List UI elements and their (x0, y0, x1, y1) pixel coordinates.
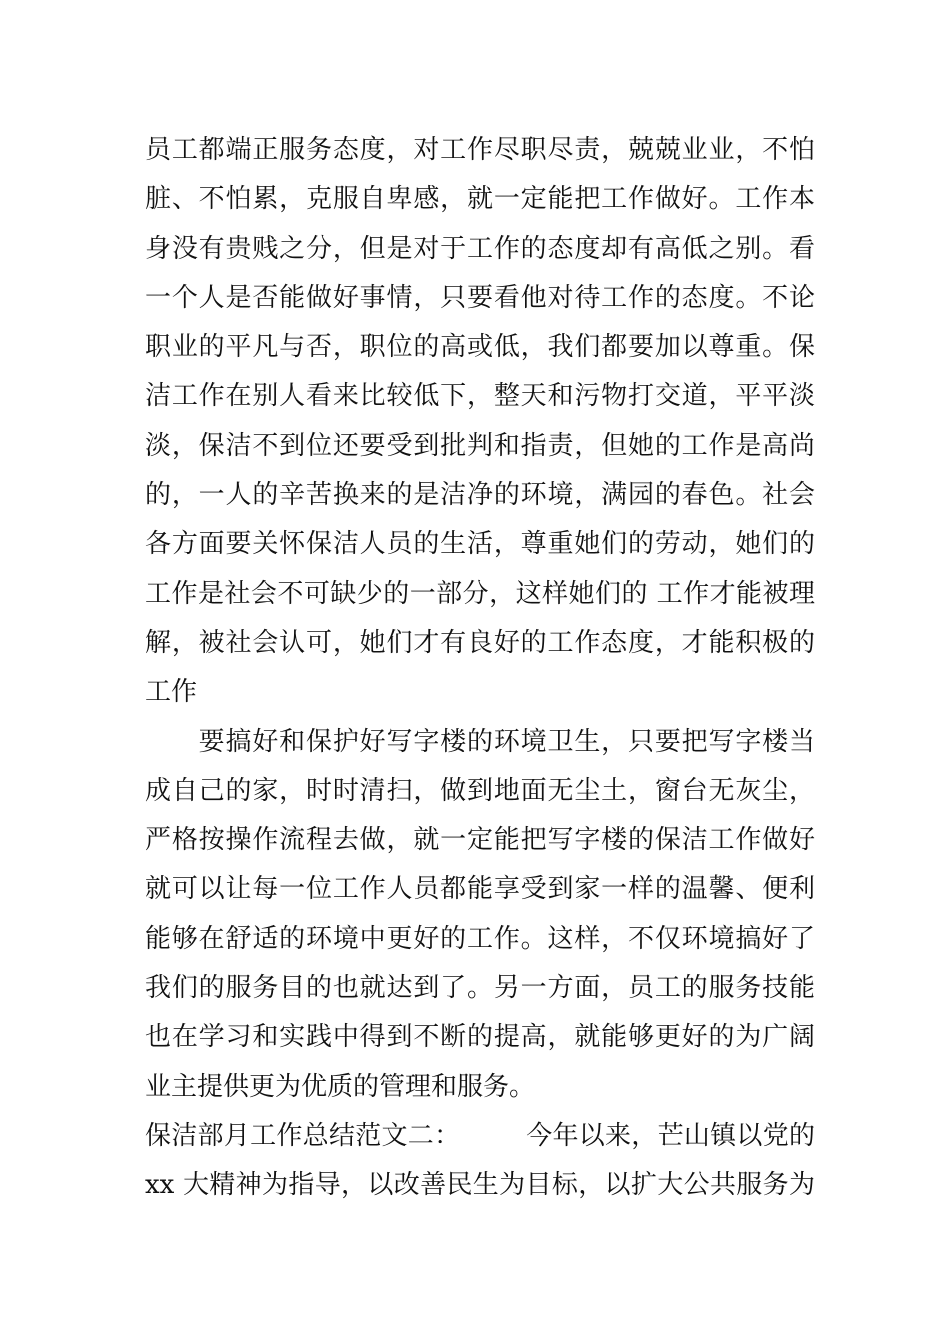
text-line: 工作 (145, 677, 198, 708)
text-line: 一个人是否能做好事情，只要看他对待工作的态度。不论 (145, 282, 815, 313)
text-line: xx 大精神为指导，以改善民生为目标，以扩大公共服务为 (145, 1170, 815, 1201)
text-line: 我们的服务目的也就达到了。另一方面，员工的服务技能 (145, 973, 815, 1004)
text-line: 业主提供更为优质的管理和服务。 (145, 1071, 536, 1102)
text-line: 的，一人的辛苦换来的是洁净的环境，满园的春色。社会 (145, 480, 815, 511)
text-line: 各方面要关怀保洁人员的生活，尊重她们的劳动，她们的 (145, 529, 815, 560)
text-line: 洁工作在别人看来比较低下，整天和污物打交道，平平淡 (145, 381, 815, 412)
text-line: 成自己的家，时时清扫，做到地面无尘土，窗台无灰尘， (145, 775, 815, 806)
text-line: 就可以让每一位工作人员都能享受到家一样的温馨、便利 (145, 874, 815, 905)
text-line: 工作是社会不可缺少的一部分，这样她们的 工作才能被理 (145, 578, 815, 609)
document-body (145, 126, 815, 1211)
text-line: 淡，保洁不到位还要受到批判和指责，但她的工作是高尚 (145, 430, 815, 461)
text-line: 身没有贵贱之分，但是对于工作的态度却有高低之别。看 (145, 233, 815, 264)
text-line: 保洁部月工作总结范文二： 今年以来，芒山镇以党的 (145, 1120, 815, 1151)
text-line: 要搞好和保护好写字楼的环境卫生，只要把写字楼当 (145, 726, 815, 757)
text-line: 严格按操作流程去做，就一定能把写字楼的保洁工作做好 (145, 825, 815, 856)
text-line: 也在学习和实践中得到不断的提高，就能够更好的为广阔 (145, 1022, 815, 1053)
text-line: 员工都端正服务态度，对工作尽职尽责，兢兢业业，不怕 (145, 135, 815, 165)
text-line: 解，被社会认可，她们才有良好的工作态度，才能积极的 (145, 627, 815, 658)
text-line: 职业的平凡与否，职位的高或低，我们都要加以尊重。保 (145, 332, 815, 363)
text-line: 脏、不怕累，克服自卑感，就一定能把工作做好。工作本 (145, 184, 815, 215)
text-line: 能够在舒适的环境中更好的工作。这样，不仅环境搞好了 (145, 923, 815, 954)
